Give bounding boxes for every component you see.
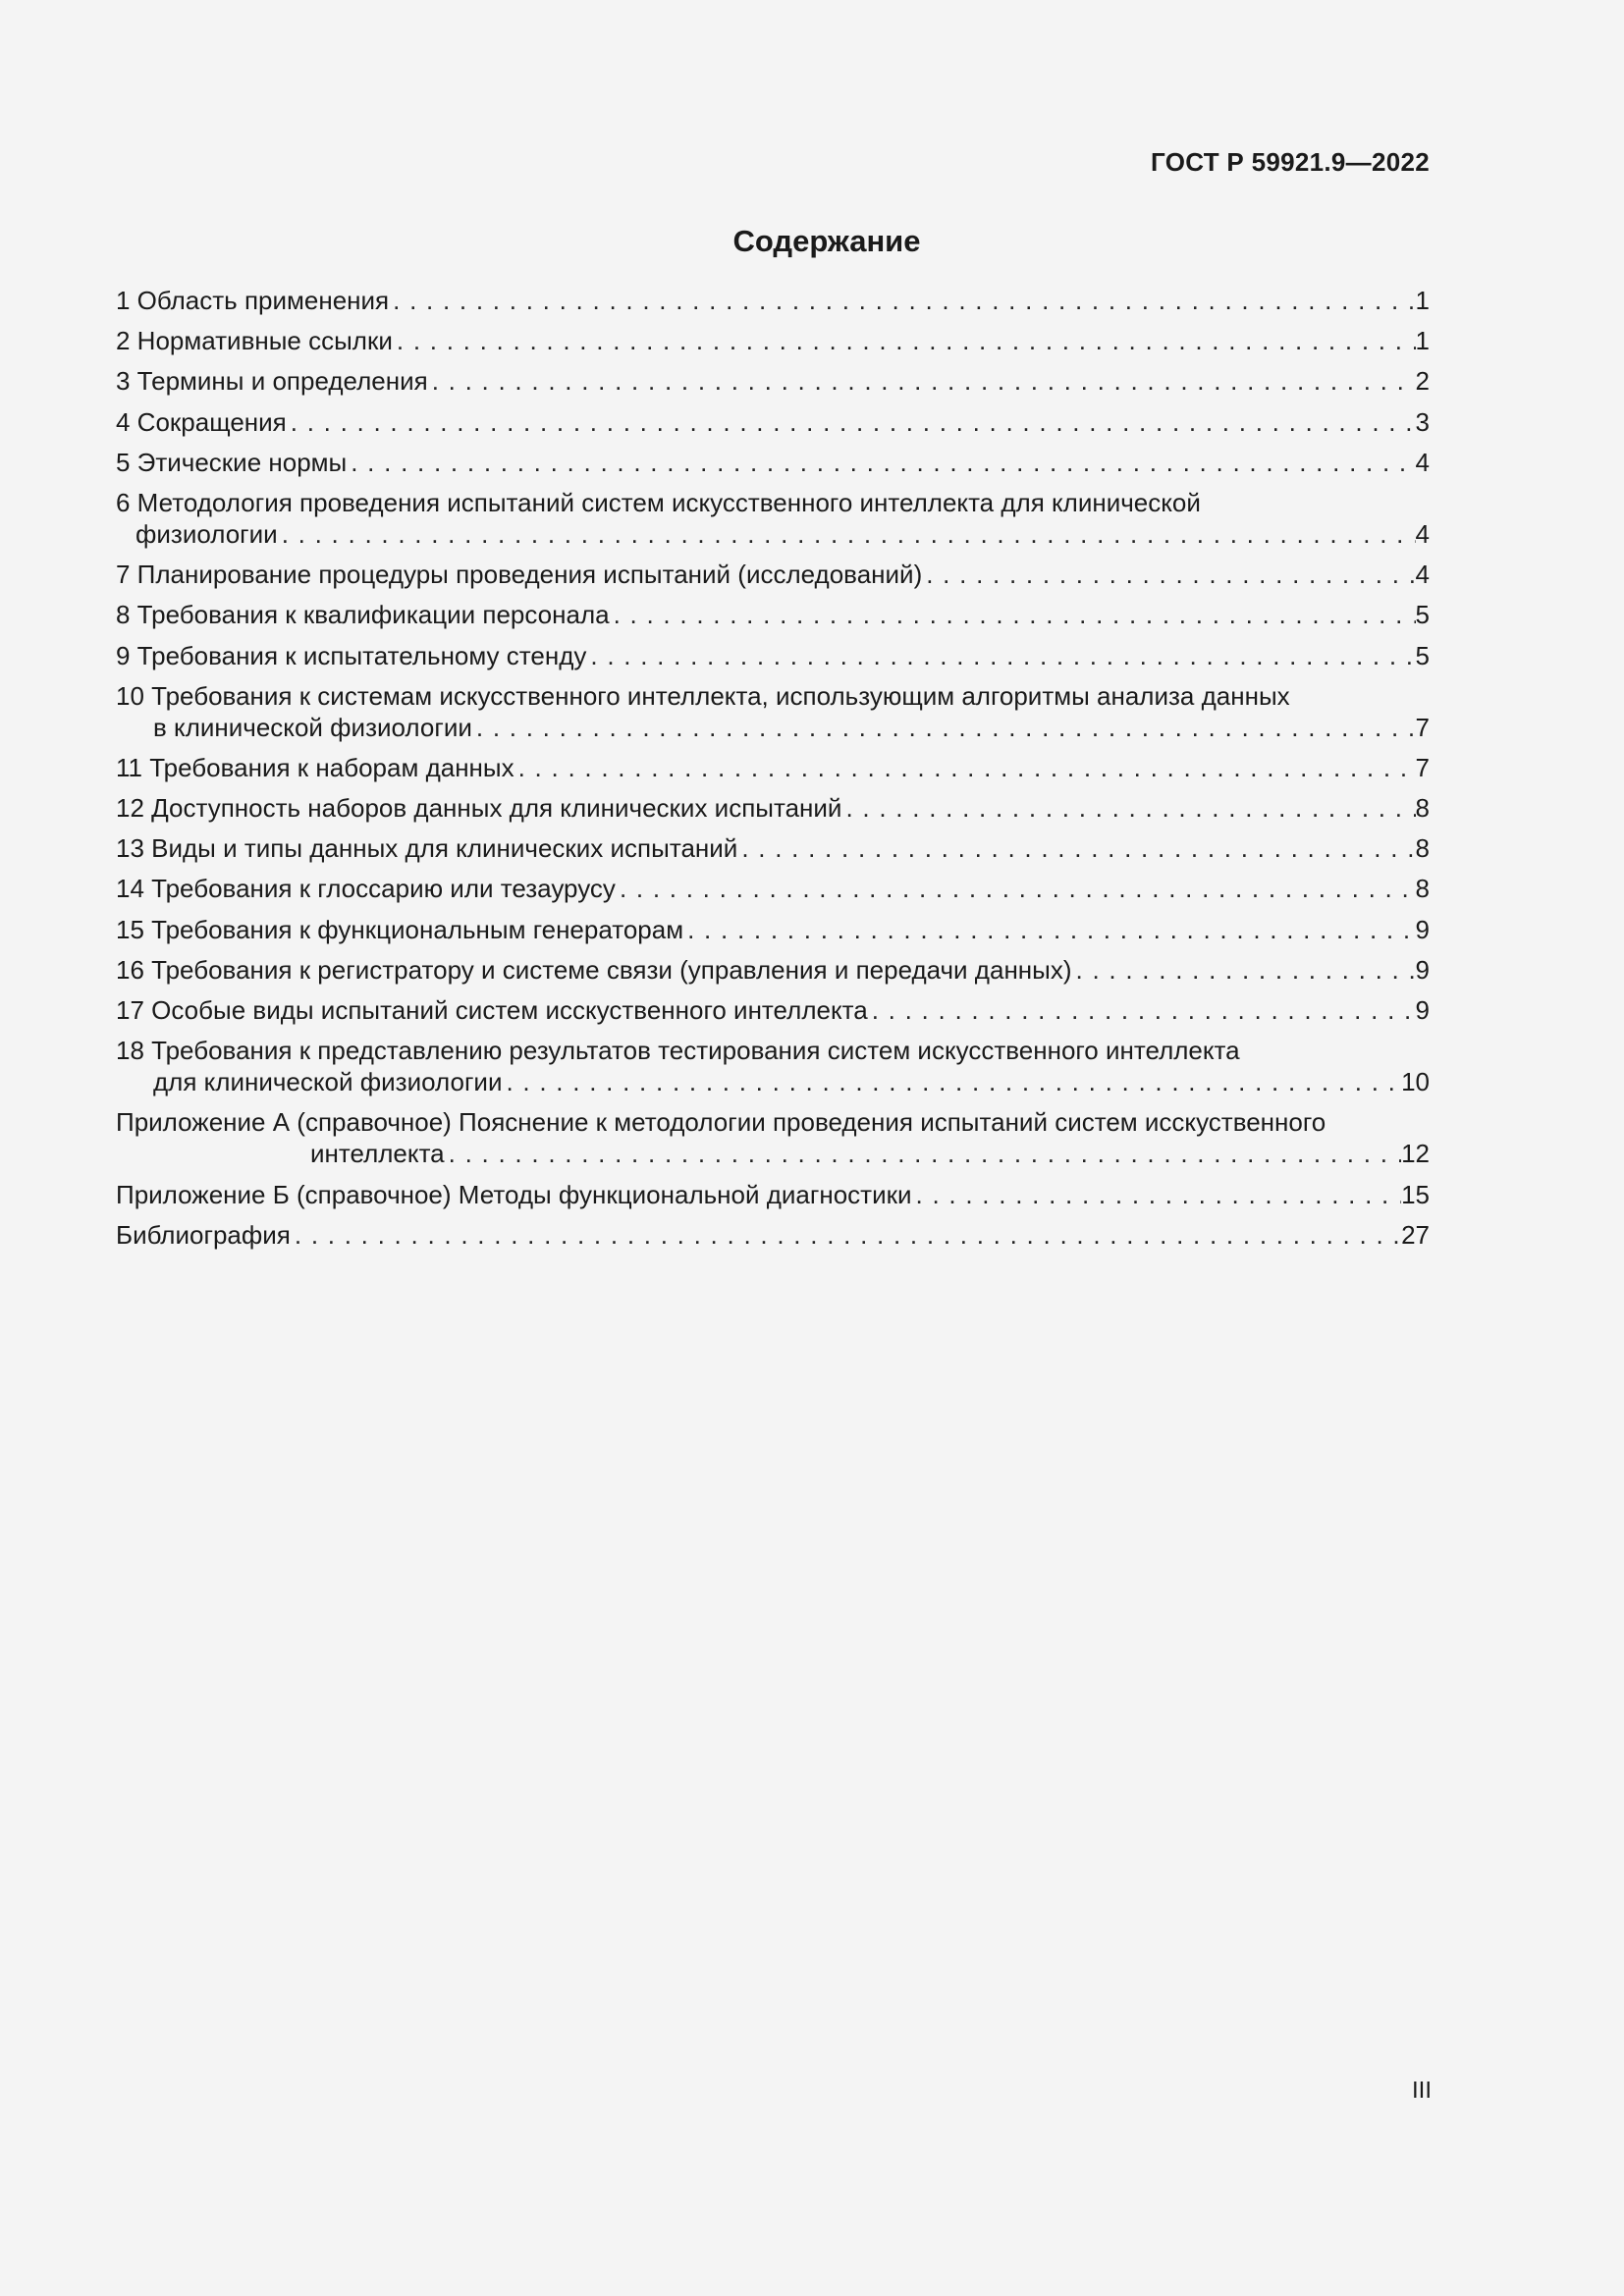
dot-leader [1072, 954, 1416, 986]
toc-entry[interactable] [116, 1035, 1430, 1097]
toc-entry-title: Приложение А (справочное) Пояснение к методологии проведения испытаний систем исскуственного [116, 1107, 1326, 1138]
toc-entry-page: 1 [1415, 326, 1430, 356]
dot-leader [472, 712, 1416, 743]
toc-entry-title: 17 Особые виды испытаний систем исскуственного интеллекта [116, 995, 868, 1025]
toc-entry-title: 1 Область применения [116, 286, 390, 315]
dot-leader [683, 914, 1415, 945]
toc-entry-title: 3 Термины и определения [116, 366, 428, 397]
dot-leader [610, 599, 1416, 630]
toc-entry-page: 9 [1415, 914, 1430, 944]
toc-entry-title: 6 Методология проведения испытаний систем искусственного интеллекта для клинической [116, 487, 1201, 517]
toc-entry[interactable] [116, 680, 1430, 743]
toc-entry[interactable] [116, 873, 1430, 904]
toc-entry[interactable] [116, 832, 1430, 864]
table-of-contents [116, 285, 1430, 1259]
toc-entry-page: 8 [1415, 793, 1430, 824]
toc-entry-page: 12 [1401, 1139, 1430, 1169]
toc-entry-page: 27 [1401, 1219, 1430, 1250]
toc-entry[interactable] [116, 406, 1430, 438]
toc-entry-title: 4 Сокращения [116, 406, 287, 437]
toc-entry[interactable] [116, 954, 1430, 986]
toc-entry[interactable] [116, 752, 1430, 783]
toc-entry[interactable] [116, 599, 1430, 630]
toc-entry[interactable] [116, 792, 1430, 824]
toc-entry-title: 8 Требования к квалификации персонала [116, 600, 610, 630]
dot-leader [278, 518, 1416, 550]
toc-entry-page: 5 [1415, 600, 1430, 630]
dot-leader [586, 640, 1415, 671]
toc-entry-title-continued: в клинической физиологии [153, 712, 472, 742]
toc-entry-title-continued: для клинической физиологии [153, 1067, 503, 1097]
toc-entry-page: 7 [1415, 752, 1430, 782]
toc-entry[interactable] [116, 994, 1430, 1026]
toc-entry-page: 8 [1415, 874, 1430, 904]
toc-entry-title: 7 Планирование процедуры проведения испытаний (исследований) [116, 560, 923, 590]
toc-entry-page: 1 [1415, 286, 1430, 315]
dot-leader [912, 1179, 1402, 1210]
toc-entry[interactable] [116, 285, 1430, 316]
page-title: Содержание [732, 224, 921, 258]
dot-leader [428, 365, 1416, 397]
toc-entry-title-continued: интеллекта [310, 1139, 445, 1169]
page-number: III [1411, 2077, 1432, 2104]
toc-entry-page: 8 [1415, 833, 1430, 864]
document-id: ГОСТ Р 59921.9—2022 [1151, 147, 1430, 177]
toc-entry[interactable] [116, 640, 1430, 671]
dot-leader [393, 325, 1416, 356]
toc-entry-appendix[interactable] [116, 1179, 1430, 1210]
toc-entry[interactable] [116, 559, 1430, 590]
dot-leader [502, 1066, 1401, 1097]
toc-entry[interactable] [116, 914, 1430, 945]
toc-entry-page: 5 [1415, 640, 1430, 670]
toc-entry-page: 7 [1415, 712, 1430, 742]
toc-entry-bibliography[interactable] [116, 1219, 1430, 1251]
toc-entry-title: 5 Этические нормы [116, 447, 348, 477]
toc-entry-page: 10 [1401, 1067, 1430, 1097]
toc-entry-title: Приложение Б (справочное) Методы функциональной диагностики [116, 1179, 912, 1209]
toc-entry-page: 4 [1415, 560, 1430, 590]
toc-entry-page: 9 [1415, 995, 1430, 1025]
toc-entry-page: 3 [1415, 406, 1430, 437]
toc-entry-page: 4 [1415, 447, 1430, 477]
toc-entry-page: 9 [1415, 954, 1430, 985]
dot-leader [445, 1138, 1401, 1169]
toc-entry-appendix[interactable] [116, 1106, 1430, 1169]
toc-entry[interactable] [116, 325, 1430, 356]
dot-leader [922, 559, 1415, 590]
dot-leader [347, 447, 1415, 478]
dot-leader [291, 1219, 1401, 1251]
dot-leader [287, 406, 1416, 438]
toc-entry-title: Библиография [116, 1219, 291, 1250]
toc-entry-title: 15 Требования к функциональным генераторам [116, 914, 684, 944]
toc-entry-page: 15 [1401, 1179, 1430, 1209]
toc-entry[interactable] [116, 487, 1430, 550]
toc-entry-title: 18 Требования к представлению результатов тестирования систем искусственного интеллекта [116, 1036, 1240, 1066]
dot-leader [841, 792, 1415, 824]
toc-entry-title: 13 Виды и типы данных для клинических испытаний [116, 833, 738, 864]
toc-entry-title: 14 Требования к глоссарию или тезаурусу [116, 874, 616, 904]
toc-entry-title: 9 Требования к испытательному стенду [116, 640, 587, 670]
dot-leader [868, 994, 1416, 1026]
dot-leader [514, 752, 1416, 783]
dot-leader [737, 832, 1415, 864]
toc-entry-title: 11 Требования к наборам данных [116, 752, 514, 782]
toc-entry-title: 10 Требования к системам искусственного интеллекта, использующим алгоритмы анализа данных [116, 680, 1290, 711]
toc-entry-title-continued: физиологии [135, 518, 278, 549]
dot-leader [389, 285, 1415, 316]
toc-entry-page: 2 [1415, 366, 1430, 397]
toc-entry[interactable] [116, 365, 1430, 397]
dot-leader [616, 873, 1416, 904]
toc-entry-title: 16 Требования к регистратору и системе связи (управления и передачи данных) [116, 954, 1072, 985]
toc-entry-title: 12 Доступность наборов данных для клинических испытаний [116, 793, 842, 824]
toc-entry-title: 2 Нормативные ссылки [116, 326, 393, 356]
toc-entry-page: 4 [1415, 518, 1430, 549]
toc-entry[interactable] [116, 447, 1430, 478]
